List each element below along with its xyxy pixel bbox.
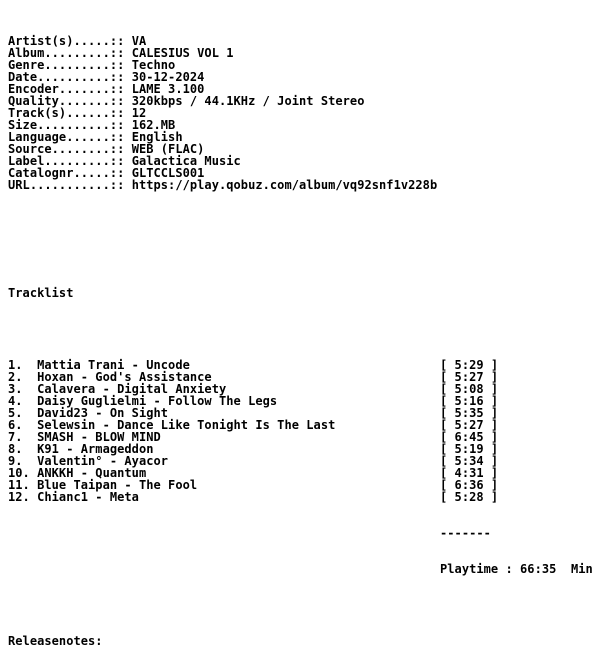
info-value: https://play.qobuz.com/album/vq92snf1v228b	[131, 178, 438, 192]
track-duration: [ 5:16 ]	[440, 394, 499, 408]
track-duration: [ 5:19 ]	[440, 442, 499, 456]
tracklist-heading: Tracklist	[8, 286, 74, 300]
info-value: English	[131, 130, 183, 144]
track-number: 9.	[8, 454, 30, 468]
info-value: Techno	[131, 58, 176, 72]
info-value: LAME 3.100	[131, 82, 205, 96]
info-label: Artist(s).....::	[8, 34, 125, 48]
track-duration: [ 5:28 ]	[440, 490, 499, 504]
track-number: 7.	[8, 430, 30, 444]
info-label: Encoder.......::	[8, 82, 125, 96]
spacer	[8, 599, 437, 611]
info-label: Track(s)......::	[8, 106, 125, 120]
info-label: Date..........::	[8, 70, 125, 84]
info-label: Genre.........::	[8, 58, 125, 72]
spacer	[8, 323, 437, 335]
info-label: Size..........::	[8, 118, 125, 132]
track-title: Daisy Guglielmi - Follow The Legs	[37, 394, 278, 408]
track-duration: [ 6:36 ]	[440, 478, 499, 492]
track-number: 4.	[8, 394, 30, 408]
track-title: Blue Taipan - The Fool	[37, 478, 198, 492]
track-row	[8, 490, 499, 504]
track-duration: [ 5:29 ]	[440, 358, 499, 372]
track-duration: [ 5:27 ]	[440, 418, 499, 432]
info-value: 320kbps / 44.1KHz / Joint Stereo	[131, 94, 365, 108]
tracklist	[8, 358, 499, 504]
track-duration: [ 6:45 ]	[440, 430, 499, 444]
track-title: SMASH - BLOW MIND	[37, 430, 161, 444]
track-title: Calavera - Digital Anxiety	[37, 382, 227, 396]
track-title: David23 - On Sight	[37, 406, 169, 420]
track-title: Mattia Trani - Uncode	[37, 358, 190, 372]
track-number: 8.	[8, 442, 30, 456]
playtime-row	[8, 562, 593, 576]
separator-line: -------	[440, 526, 491, 540]
track-number: 1.	[8, 358, 30, 372]
releasenotes-heading: Releasenotes:	[8, 634, 103, 648]
track-title: Valentin° - Ayacor	[37, 454, 169, 468]
track-title: K91 - Armageddon	[37, 442, 154, 456]
track-number: 5.	[8, 406, 30, 420]
nfo-document	[8, 11, 593, 659]
track-number: 2.	[8, 370, 30, 384]
info-value: GLTCCLS001	[131, 166, 205, 180]
info-label: Language......::	[8, 130, 125, 144]
track-number: 6.	[8, 418, 30, 432]
info-value: VA	[131, 34, 147, 48]
info-row	[8, 179, 437, 191]
track-number: 10.	[8, 466, 30, 480]
info-label: Album.........::	[8, 46, 125, 60]
info-label: Label.........::	[8, 154, 125, 168]
spacer	[8, 215, 437, 227]
info-value: 30-12-2024	[131, 70, 205, 84]
info-value: 12	[131, 106, 147, 120]
track-title: Chianc1 - Meta	[37, 490, 139, 504]
track-title: ANKKH - Quantum	[37, 466, 147, 480]
info-label: URL...........::	[8, 178, 125, 192]
playtime-total: Playtime : 66:35 Min	[440, 562, 593, 576]
release-info-block	[8, 35, 437, 191]
info-label: Quality.......::	[8, 94, 125, 108]
track-duration: [ 5:27 ]	[440, 370, 499, 384]
track-duration: [ 4:31 ]	[440, 466, 499, 480]
info-value: Galactica Music	[131, 154, 241, 168]
spacer	[8, 251, 437, 263]
info-label: Catalognr.....::	[8, 166, 125, 180]
track-number: 3.	[8, 382, 30, 396]
track-duration: [ 5:35 ]	[440, 406, 499, 420]
info-value: CALESIUS VOL 1	[131, 46, 234, 60]
info-value: 162.MB	[131, 118, 176, 132]
info-value: WEB (FLAC)	[131, 142, 205, 156]
track-duration: [ 5:34 ]	[440, 454, 499, 468]
track-title: Selewsin - Dance Like Tonight Is The Last	[37, 418, 336, 432]
separator-row	[8, 526, 491, 540]
track-duration: [ 5:08 ]	[440, 382, 499, 396]
track-number: 12.	[8, 490, 30, 504]
track-number: 11.	[8, 478, 30, 492]
track-title: Hoxan - God's Assistance	[37, 370, 212, 384]
info-label: Source........::	[8, 142, 125, 156]
